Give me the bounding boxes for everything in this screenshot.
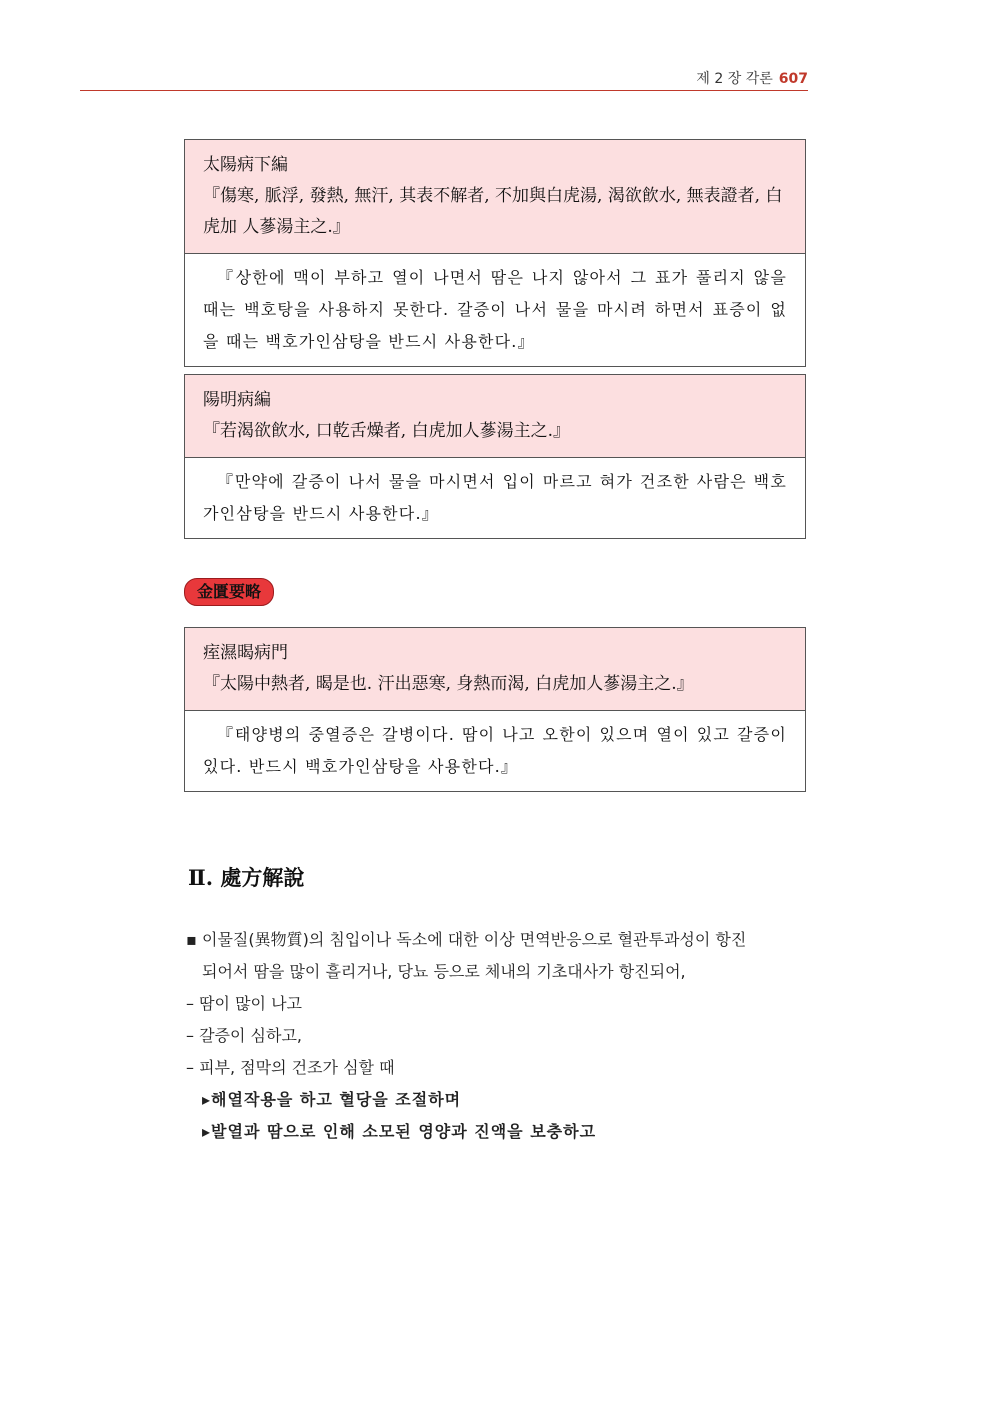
quote-title: 太陽病下編	[203, 155, 288, 175]
dash-item-3: – 피부, 점막의 건조가 심할 때	[186, 1058, 395, 1077]
classical-quote: 『傷寒, 脈浮, 發熱, 無汗, 其表不解者, 不加與白虎湯, 渴欲飮水, 無表證者, 白虎加 人蔘湯主之.』	[203, 186, 783, 237]
quote-block-yangming	[184, 374, 806, 539]
classical-text-box	[185, 628, 805, 711]
translation-text: 『태양병의 중열증은 갈병이다. 땀이 나고 오한이 있으며 열이 있고 갈증이 있다. 반드시 백호가인삼탕을 사용한다.』	[185, 711, 805, 791]
classical-quote: 『若渴欲飮水, 口乾舌燥者, 白虎加人蔘湯主之.』	[203, 421, 571, 441]
quote-block-jingui	[184, 627, 806, 792]
header-text	[696, 68, 808, 88]
arrow-item-2: ▸발열과 땀으로 인해 소모된 영양과 진액을 보충하고	[202, 1122, 597, 1141]
page-number: 607	[778, 71, 808, 87]
source-badge: 金匱要略	[184, 578, 274, 606]
prescription-explanation	[186, 924, 808, 1148]
quote-block-taiyang	[184, 139, 806, 367]
classical-quote: 『太陽中熱者, 暍是也. 汗出惡寒, 身熱而渴, 白虎加人蔘湯主之.』	[203, 674, 694, 694]
arrow-item-1: ▸해열작용을 하고 혈당을 조절하며	[202, 1090, 462, 1109]
bullet-mark: ▪	[186, 930, 197, 949]
bullet-text-1: 이물질(異物質)의 침입이나 독소에 대한 이상 면역반응으로 혈관투과성이 항진	[202, 930, 747, 949]
chapter-label: 제 2 장 각론	[696, 71, 773, 87]
bullet-line	[186, 924, 808, 956]
dash-item-2: – 갈증이 심하고,	[186, 1026, 302, 1045]
quote-title: 陽明病編	[203, 390, 271, 410]
dash-item-1: – 땀이 많이 나고	[186, 994, 302, 1013]
bullet-text-2: 되어서 땀을 많이 흘리거나, 당뇨 등으로 체내의 기초대사가 항진되어,	[202, 962, 686, 981]
classical-text-box	[185, 140, 805, 254]
translation-text: 『만약에 갈증이 나서 물을 마시면서 입이 마르고 혀가 건조한 사람은 백호가인삼탕을 반드시 사용한다.』	[185, 458, 805, 538]
quote-title: 痓濕暍病門	[203, 643, 288, 663]
classical-text-box	[185, 375, 805, 458]
running-header	[80, 64, 808, 91]
translation-text: 『상한에 맥이 부하고 열이 나면서 땀은 나지 않아서 그 표가 풀리지 않을 때는 백호탕을 사용하지 못한다. 갈증이 나서 물을 마시려 하면서 표증이 없을 때는 백호가인삼탕을 반드시 사용한다.』	[185, 254, 805, 366]
section-heading: Ⅱ. 處方解說	[188, 865, 305, 890]
